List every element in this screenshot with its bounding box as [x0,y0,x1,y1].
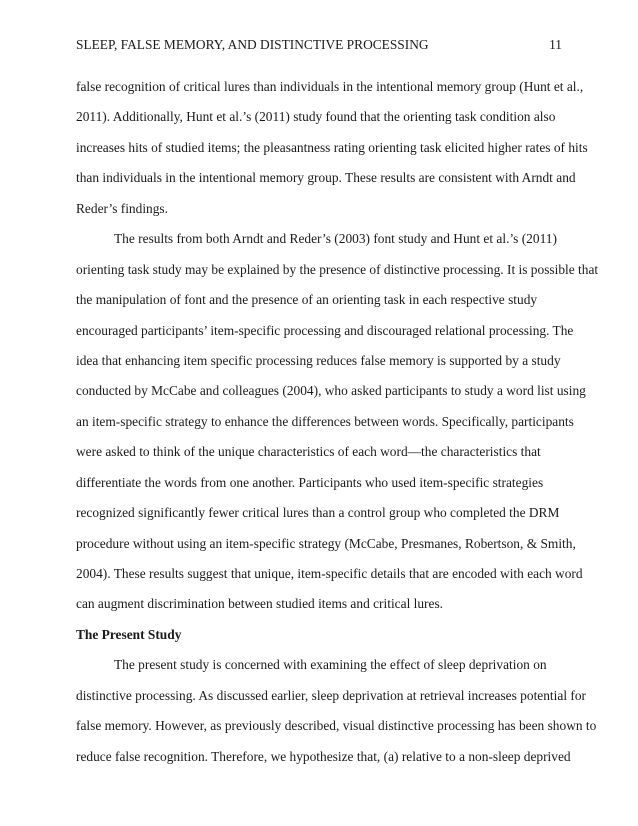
running-head-title: SLEEP, FALSE MEMORY, AND DISTINCTIVE PROCESSING [76,37,429,52]
text-line: idea that enhancing item specific processing reduces false memory is supported by a study [76,352,561,368]
body-text [76,78,599,778]
section-heading: The Present Study [76,626,182,642]
page-number: 11 [549,37,562,52]
text-line: increases hits of studied items; the pleasantness rating orienting task elicited higher rates of hits [76,139,588,155]
text-line: differentiate the words from one another. Participants who used item-specific strategies [76,474,544,490]
text-line: false memory. However, as previously described, visual distinctive processing has been shown to [76,718,597,734]
text-line: an item-specific strategy to enhance the differences between words. Specifically, participants [76,413,574,429]
text-line: The results from both Arndt and Reder’s (2003) font study and Hunt et al.’s (2011) [114,231,557,247]
text-line: Reder’s findings. [76,200,168,216]
text-line: conducted by McCabe and colleagues (2004), who asked participants to study a word list using [76,383,586,399]
text-line: 2011). Additionally, Hunt et al.’s (2011) study found that the orienting task condition also [76,109,556,125]
text-line: were asked to think of the unique characteristics of each word—the characteristics that [76,444,541,460]
text-line: can augment discrimination between studied items and critical lures. [76,596,444,612]
text-line: than individuals in the intentional memory group. These results are consistent with Arndt and [76,170,576,186]
text-line: 2004). These results suggest that unique, item-specific details that are encoded with each word [76,566,583,581]
text-line: recognized significantly fewer critical lures than a control group who completed the DRM [76,505,560,521]
text-line: encouraged participants’ item-specific processing and discouraged relational processing. The [76,322,574,338]
text-line: the manipulation of font and the presence of an orienting task in each respective study [76,292,538,308]
text-line: distinctive processing. As discussed earlier, sleep deprivation at retrieval increases potential for [76,687,587,703]
text-line: false recognition of critical lures than individuals in the intentional memory group (Hunt et al., [76,79,584,94]
text-line: procedure without using an item-specific strategy (McCabe, Presmanes, Robertson, & Smith, [76,535,576,551]
running-head [76,34,562,56]
text-line: orienting task study may be explained by the presence of distinctive processing. It is possible that [76,261,599,277]
text-line: reduce false recognition. Therefore, we hypothesize that, (a) relative to a non-sleep deprived [76,748,571,764]
text-line: The present study is concerned with examining the effect of sleep deprivation on [114,657,547,673]
